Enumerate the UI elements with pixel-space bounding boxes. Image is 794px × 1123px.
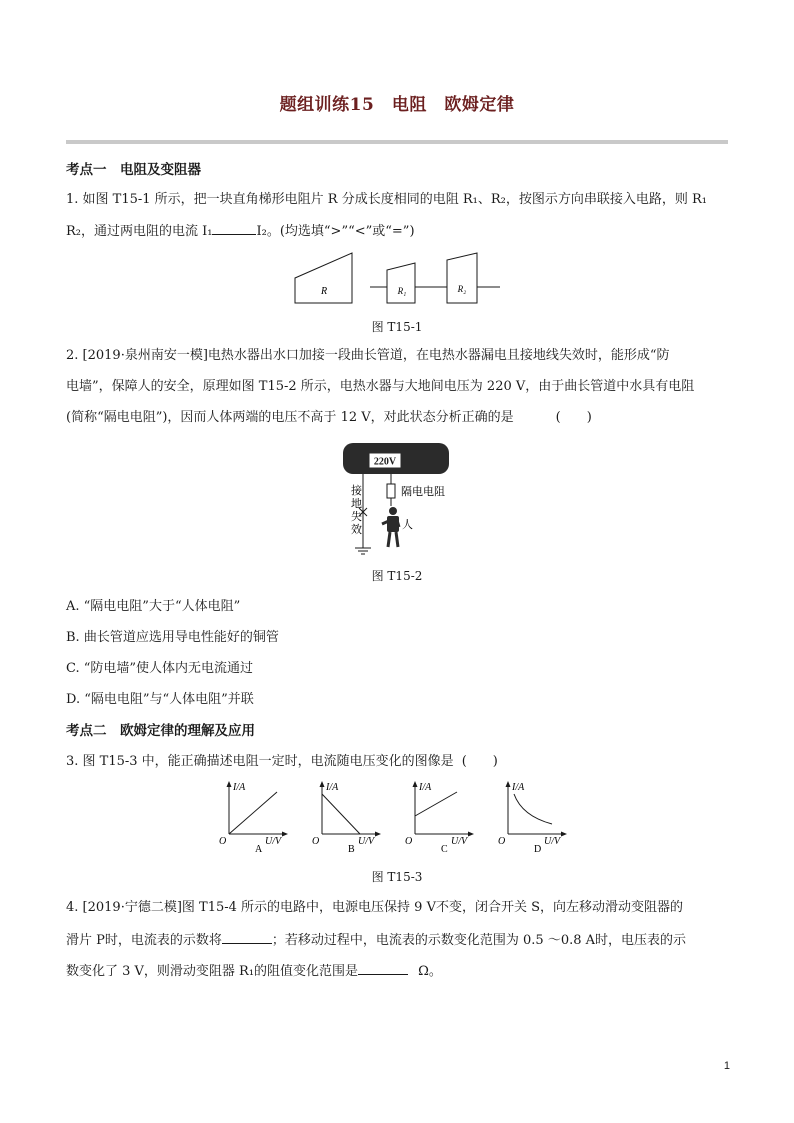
svg-text:I/A: I/A [233, 782, 246, 793]
q2-line3 [66, 408, 736, 428]
svg-text:I/A: I/A [419, 782, 432, 793]
q4-line2 [66, 929, 736, 951]
q3-line1 [66, 752, 736, 772]
resistor-r2 [447, 253, 477, 303]
graph-a-label: A [255, 844, 263, 855]
graph-b-label: B [348, 844, 355, 855]
label-r: R [320, 286, 328, 297]
q4-line1: 4. [2019·宁德二模]图 T15-4 所示的电路中，电源电压保持 9 V不变，闭合开关 S，向左移动滑动变阻器的 [66, 900, 683, 915]
svg-text:O: O [312, 836, 320, 847]
q2-option-b[interactable]: B. 曲长管道应选用导电性能好的铜管 [66, 630, 279, 645]
q1-line1: 1. 如图 T15-1 所示，把一块直角梯形电阻片 R 分成长度相同的电阻 R₁、R₂，按图示方向串联接入电路，则 R₁ [66, 192, 707, 207]
graph-a-line [229, 792, 277, 834]
graph-c [405, 781, 474, 855]
graph-a [219, 781, 288, 855]
figure-t15-1 [290, 250, 505, 308]
ground-label-1: 接 [351, 485, 362, 497]
caption-t15-2: 图 T15-2 [371, 569, 423, 583]
page-number: 1 [723, 1060, 730, 1072]
ground-label-2: 地 [351, 498, 362, 510]
svg-text:I/A: I/A [512, 782, 525, 793]
q2-answer-paren[interactable]: ( ) [555, 410, 592, 425]
person-label: 人 [402, 519, 413, 531]
ground-label-3: 失 [351, 511, 362, 523]
graph-c-label: C [441, 844, 448, 855]
title-divider [66, 140, 728, 144]
graph-c-line [415, 792, 457, 816]
q2-line1: 2. [2019·泉州南安一模]电热水器出水口加接一段曲长管道，在电热水器漏电且接地线失效时，能形成“防 [66, 348, 670, 363]
ground-label-4: 效 [351, 524, 362, 536]
q1-line2-a: R₂，通过两电阻的电流 I₁ [66, 224, 213, 239]
q3-line1-text: 3. 图 T15-3 中，能正确描述电阻一定时，电流随电压变化的图像是 [66, 754, 454, 769]
q4-blank-ammeter[interactable] [222, 929, 272, 944]
page-title: 题组训练15 电阻 欧姆定律 [279, 95, 515, 115]
isolation-resistor [387, 484, 395, 498]
label-r1: R₁ [397, 286, 407, 296]
person-leg-right [396, 532, 398, 547]
section-heading-2: 考点二 欧姆定律的理解及应用 [66, 723, 255, 739]
figure-t15-2 [335, 440, 460, 558]
q4-line2-b: ；若移动过程中，电流表的示数变化范围为 0.5 ～0.8 A时，电压表的示 [271, 933, 687, 948]
q1-blank-current[interactable] [212, 220, 256, 235]
svg-text:O: O [498, 836, 506, 847]
caption-t15-1: 图 T15-1 [371, 320, 423, 334]
person-leg-left [388, 532, 390, 547]
svg-text:I/A: I/A [326, 782, 339, 793]
voltage-label: 220V [373, 456, 397, 468]
q4-line3 [66, 960, 736, 982]
figure-t15-3 [215, 778, 585, 860]
q2-option-a[interactable]: A. “隔电电阻”大于“人体电阻” [66, 599, 241, 614]
svg-text:U/V: U/V [358, 836, 375, 847]
section-heading-1: 考点一 电阻及变阻器 [66, 162, 201, 178]
label-r2: R₂ [457, 284, 467, 294]
graph-b [312, 781, 381, 855]
svg-text:U/V: U/V [451, 836, 468, 847]
q4-line3-b: Ω。 [418, 964, 442, 979]
q2-option-c[interactable]: C. “防电墙”使人体内无电流通过 [66, 661, 254, 676]
q1-line2 [66, 220, 736, 242]
person-head [389, 507, 397, 515]
caption-t15-3: 图 T15-3 [371, 870, 423, 884]
q4-line2-a: 滑片 P时，电流表的示数将 [66, 933, 222, 948]
q3-answer-paren[interactable]: ( ) [461, 754, 498, 769]
q4-blank-resistance[interactable] [358, 960, 408, 975]
q2-line2: 电墙”，保障人的安全，原理如图 T15-2 所示，电热水器与大地间电压为 220 V，由于曲长管道中水具有电阻 [66, 379, 695, 394]
graph-d [498, 781, 567, 855]
svg-text:U/V: U/V [265, 836, 282, 847]
graph-d-label: D [534, 844, 542, 855]
svg-text:U/V: U/V [544, 836, 561, 847]
q2-line3-text: (简称“隔电电阻”)，因而人体两端的电压不高于 12 V，对此状态分析正确的是 [66, 410, 514, 425]
q4-line3-a: 数变化了 3 V，则滑动变阻器 R₁的阻值变化范围是 [66, 964, 359, 979]
q1-line2-b: I₂。(均选填“>”“<”或“=”) [256, 224, 415, 239]
person-arm-right [397, 520, 399, 527]
pipe-label: 隔电电阻 [401, 486, 445, 498]
graph-b-line [322, 794, 360, 834]
resistor-r1 [387, 263, 415, 303]
svg-text:O: O [405, 836, 413, 847]
svg-text:O: O [219, 836, 227, 847]
q2-option-d[interactable]: D. “隔电电阻”与“人体电阻”并联 [66, 692, 254, 707]
graph-d-curve [514, 794, 552, 824]
